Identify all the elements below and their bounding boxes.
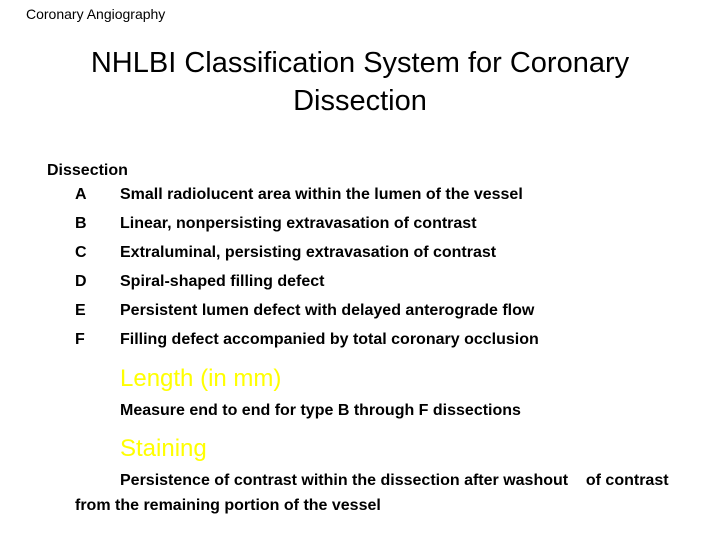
- staining-text: [75, 468, 675, 518]
- list-item: [75, 186, 523, 204]
- list-item: [75, 331, 539, 349]
- list-item: [75, 273, 324, 291]
- item-text: Linear, nonpersisting extravasation of contrast: [120, 215, 477, 232]
- item-text: Persistent lumen defect with delayed anterograde flow: [120, 302, 535, 319]
- list-item: [75, 244, 496, 262]
- list-item: [75, 302, 534, 320]
- length-text: Measure end to end for type B through F dissections: [120, 402, 521, 419]
- list-item: [75, 215, 477, 233]
- staining-text-content: Persistence of contrast within the dissection after washout of contrast from the remaining portion of the vessel: [75, 472, 673, 514]
- staining-heading: Staining: [120, 435, 207, 462]
- section-label: Dissection: [47, 162, 128, 179]
- length-heading: Length (in mm): [120, 365, 282, 392]
- item-letter: E: [75, 302, 86, 319]
- item-letter: C: [75, 244, 87, 261]
- item-text: Small radiolucent area within the lumen of the vessel: [120, 186, 523, 203]
- item-text: Extraluminal, persisting extravasation of contrast: [120, 244, 497, 261]
- slide-title: NHLBI Classification System for Coronary Dissection: [90, 47, 630, 117]
- item-letter: F: [75, 331, 85, 348]
- item-letter: D: [75, 273, 87, 290]
- header-label: Coronary Angiography: [26, 6, 166, 22]
- item-letter: B: [75, 215, 87, 232]
- item-letter: A: [75, 186, 87, 203]
- item-text: Filling defect accompanied by total coronary occlusion: [120, 331, 539, 348]
- item-text: Spiral-shaped filling defect: [120, 273, 325, 290]
